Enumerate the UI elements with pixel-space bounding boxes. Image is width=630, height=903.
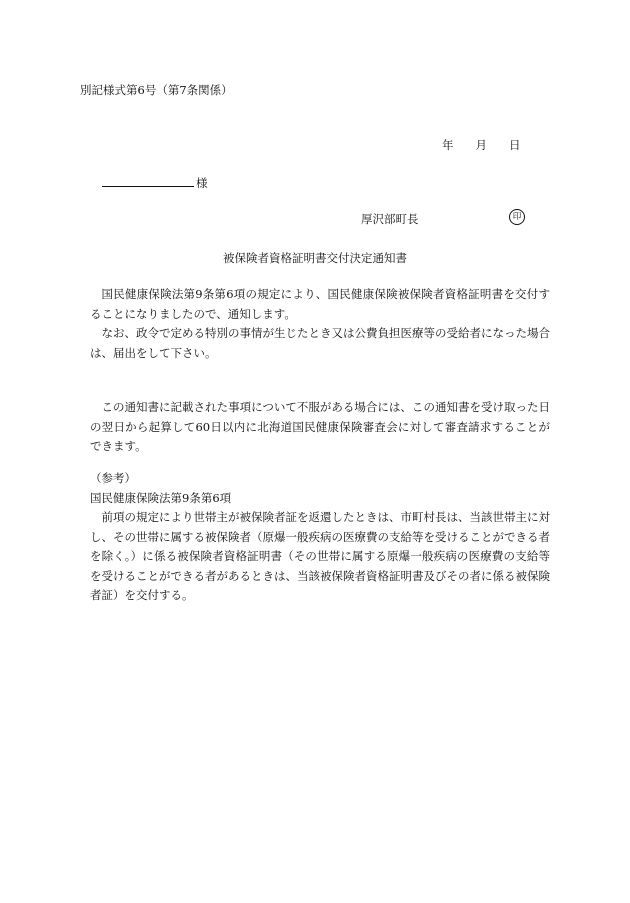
document-title: 被保険者資格証明書交付決定通知書	[223, 251, 407, 265]
date-month: 月	[475, 138, 487, 152]
addressee-line	[102, 175, 208, 191]
addressee-honorific: 様	[196, 176, 208, 190]
date-year: 年	[442, 138, 454, 152]
notice-paragraph-2: なお、政令で定める特別の事情が生じたとき又は公費負担医療等の受給者になった場合は、届出をして下さい。	[90, 326, 550, 360]
reference-heading: （参考）	[90, 471, 136, 485]
appeal-paragraph: この通知書に記載された事項について不服がある場合には、この通知書を受け取った日の翌日から起算して60日以内に北海道国民健康保険審査会に対して審査請求することができます。	[90, 400, 550, 454]
date-line	[442, 137, 521, 153]
reference-law-article: 国民健康保険法第9条第6項	[90, 491, 232, 505]
date-day: 日	[509, 138, 521, 152]
notice-paragraph-1: 国民健康保険法第9条第6項の規定により、国民健康保険被保険者資格証明書を交付することになりましたので、通知します。	[90, 287, 550, 321]
issuer-name: 厚沢部町長	[361, 212, 419, 226]
seal-mark: 印	[509, 209, 525, 225]
reference-paragraph: 前項の規定により世帯主が被保険者証を返還したときは、市町村長は、当該世帯主に対し、その世帯に属する被保険者（原爆一般疾病の医療費の支給等を受けることができる者を除く。）に係る被保険者資格証明書（その世帯に属する原爆一般疾病の医療費の支給等を受けることができる者があるときは、当該被保険者資格証明書及びその者に係る被保険者証）を交付する。	[90, 510, 550, 603]
form-number-label: 別記様式第6号（第7条関係）	[80, 83, 233, 97]
addressee-blank-line	[102, 176, 194, 187]
